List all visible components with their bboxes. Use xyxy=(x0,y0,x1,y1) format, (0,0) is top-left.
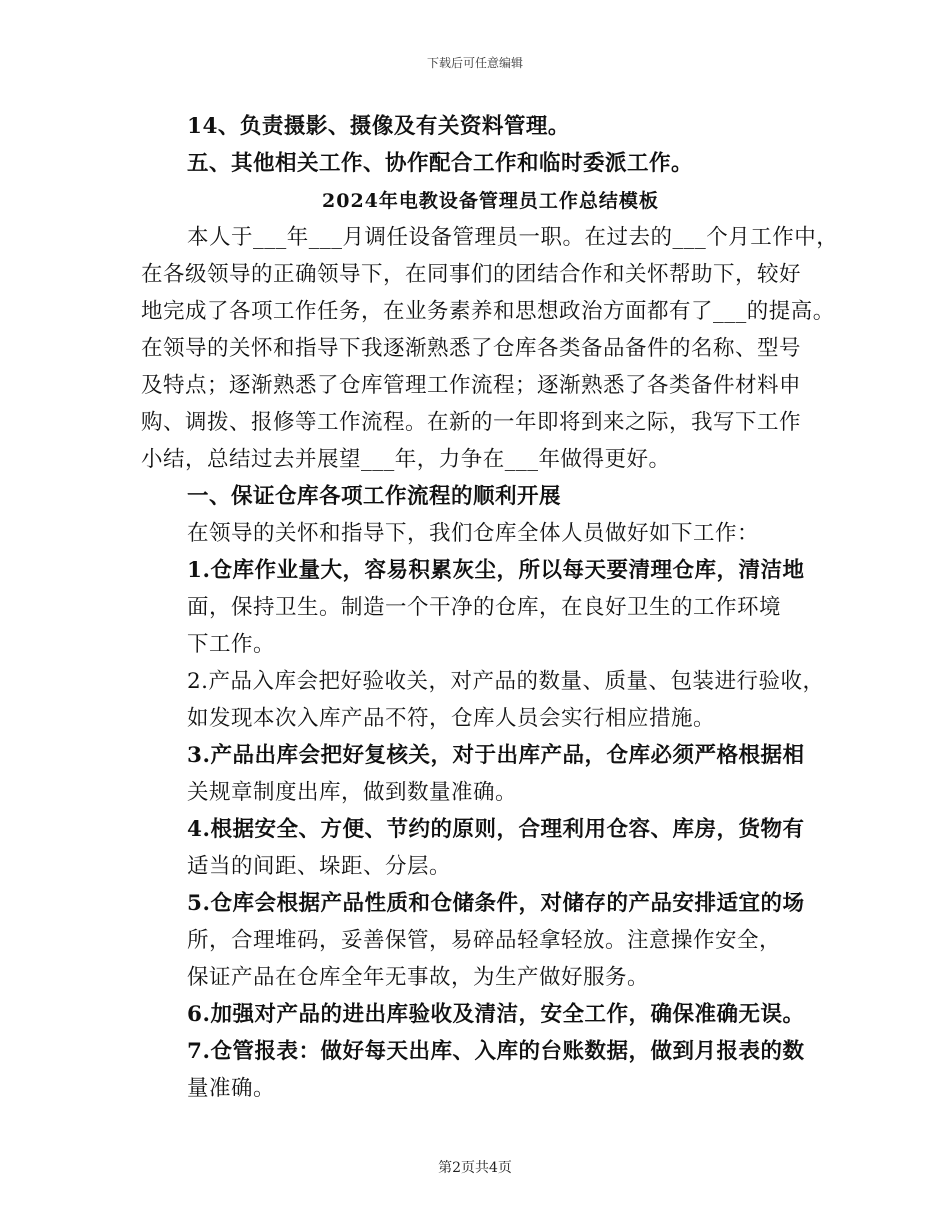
body-line: 在各级领导的正确领导下，在同事们的团结合作和关怀帮助下，较好 xyxy=(141,262,802,287)
list-item-6: 6.加强对产品的进出库验收及清洁，安全工作，确保准确无误。 xyxy=(187,1002,805,1027)
line-duty-14: 14、负责摄影、摄像及有关资料管理。 xyxy=(187,114,570,139)
section-heading: 一、保证仓库各项工作流程的顺利开展 xyxy=(187,484,562,509)
list-item-5: 5.仓库会根据产品性质和仓储条件，对储存的产品安排适宜的场 xyxy=(187,891,805,916)
body-line: 本人于___年___月调任设备管理员一职。在过去的___个月工作中， xyxy=(187,225,839,250)
list-item-1-cont: 面，保持卫生。制造一个干净的仓库，在良好卫生的工作环境 xyxy=(187,595,782,620)
body-line: 及特点；逐渐熟悉了仓库管理工作流程；逐渐熟悉了各类备件材料申 xyxy=(141,373,802,398)
list-item-4: 4.根据安全、方便、节约的原则，合理利用仓容、库房，货物有 xyxy=(187,817,805,842)
list-item-7-cont: 量准确。 xyxy=(187,1076,276,1101)
list-item-1: 1.仓库作业量大，容易积累灰尘，所以每天要清理仓库，清洁地 xyxy=(187,558,805,583)
page-header-note: 下载后可任意编辑 xyxy=(426,56,523,70)
list-item-2: 2.产品入库会把好验收关，对产品的数量、质量、包装进行验收， xyxy=(187,669,825,694)
list-item-2-cont: 如发现本次入库产品不符，仓库人员会实行相应措施。 xyxy=(187,706,716,731)
body-line: 地完成了各项工作任务，在业务素养和思想政治方面都有了___的提高。 xyxy=(141,299,835,324)
line-section-5: 五、其他相关工作、协作配合工作和临时委派工作。 xyxy=(187,151,694,176)
list-item-1-cont: 下工作。 xyxy=(187,632,276,657)
list-item-4-cont: 适当的间距、垛距、分层。 xyxy=(187,854,452,879)
body-line: 购、调拨、报修等工作流程。在新的一年即将到来之际，我写下工作 xyxy=(141,410,802,435)
body-line: 小结，总结过去并展望___年，力争在___年做得更好。 xyxy=(141,447,671,472)
list-item-7: 7.仓管报表：做好每天出库、入库的台账数据，做到月报表的数 xyxy=(187,1039,805,1064)
body-line: 在领导的关怀和指导下，我们仓库全体人员做好如下工作： xyxy=(187,521,760,546)
document-title: 2024年电教设备管理员工作总结模板 xyxy=(322,190,659,212)
list-item-3: 3.产品出库会把好复核关，对于出库产品，仓库必须严格根据相 xyxy=(187,743,805,768)
list-item-5-cont: 保证产品在仓库全年无事故，为生产做好服务。 xyxy=(187,965,650,990)
list-item-5-cont: 所，合理堆码，妥善保管，易碎品轻拿轻放。注意操作安全， xyxy=(187,928,782,953)
body-line: 在领导的关怀和指导下我逐渐熟悉了仓库各类备品备件的名称、型号 xyxy=(141,336,802,361)
list-item-3-cont: 关规章制度出库，做到数量准确。 xyxy=(187,780,518,805)
page-number: 第2页共4页 xyxy=(438,1160,512,1176)
